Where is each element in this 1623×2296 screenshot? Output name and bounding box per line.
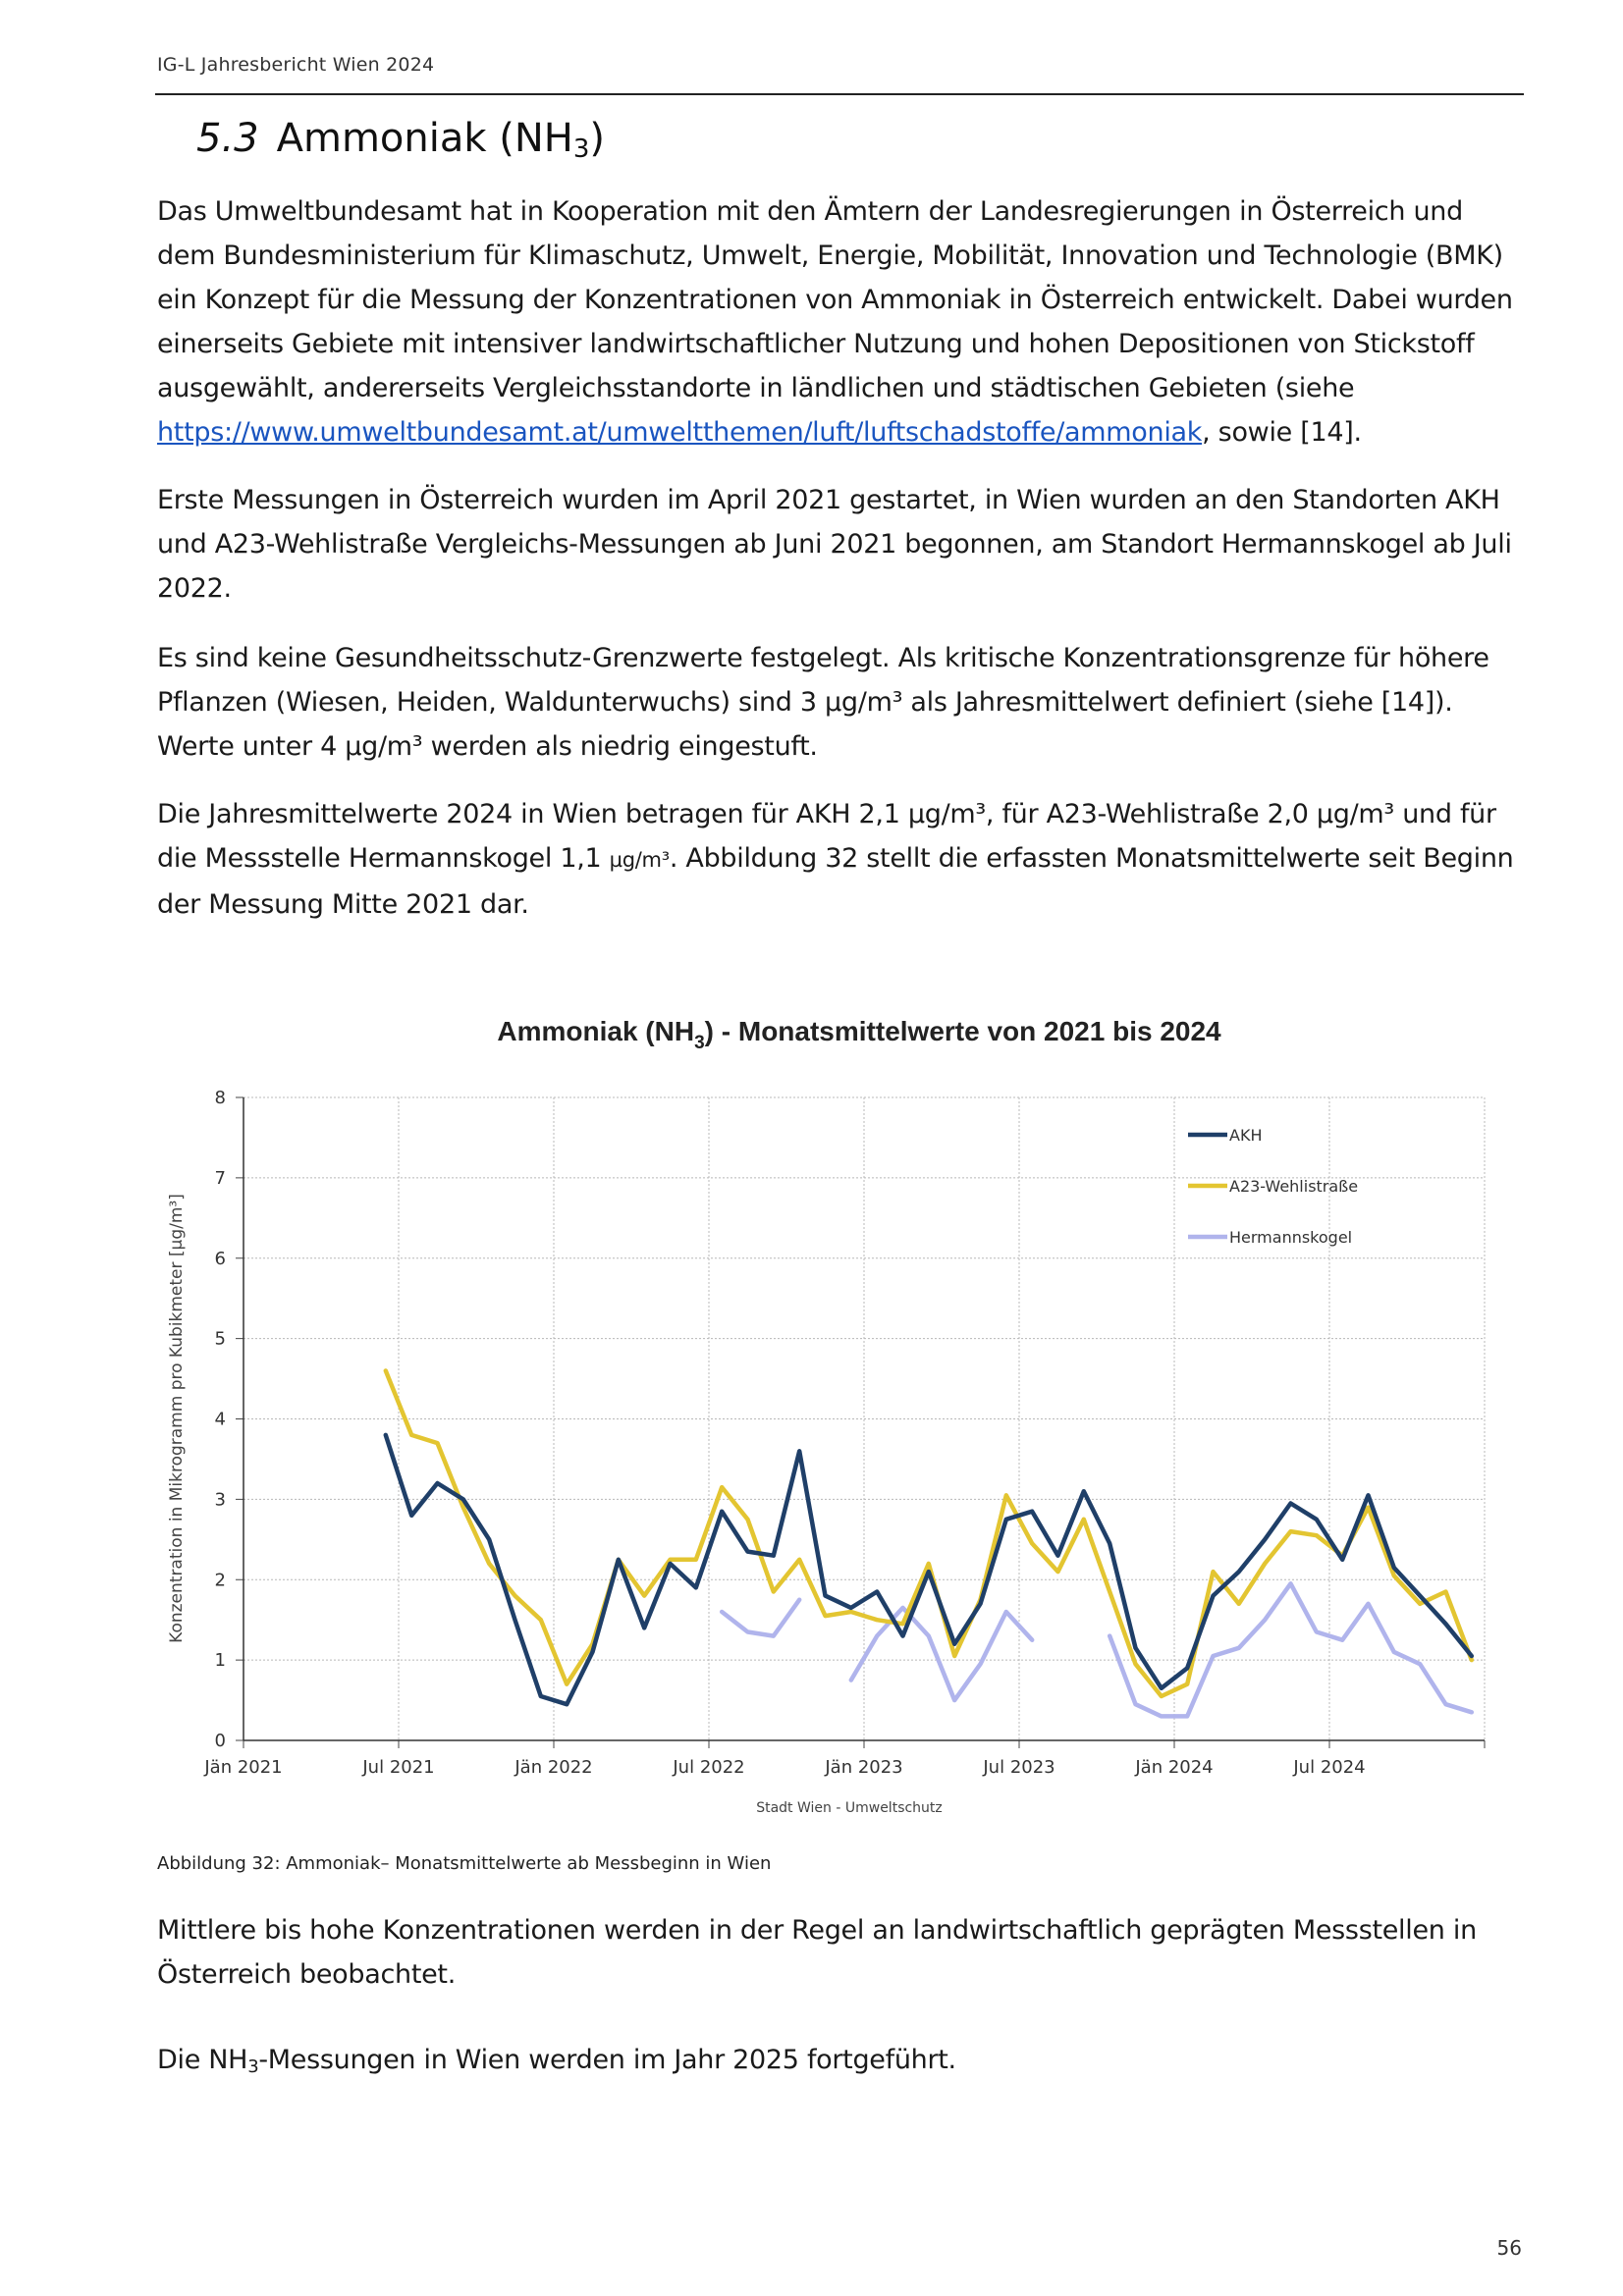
section-title xyxy=(196,116,605,164)
annual-means-text: Die Jahresmittelwerte 2024 in Wien betragen für AKH 2,1 µg/m³, für A23-Wehlistraße 2,0 µg/m³ und für die Messstelle Hermannskogel 1,1 xyxy=(157,799,1496,874)
chart-legend xyxy=(1188,1126,1358,1247)
y-tick-label: 7 xyxy=(214,1167,226,1189)
series-line-a23-wehlistra-e xyxy=(386,1370,1472,1696)
header-divider xyxy=(155,93,1524,95)
paragraph-continuation xyxy=(157,2038,1527,2089)
paragraph-intro-end: , sowie [14]. xyxy=(1202,417,1362,448)
x-tick-label: Jän 2023 xyxy=(825,1757,903,1778)
continuation-start: Die NH xyxy=(157,2045,248,2075)
series-line-akh xyxy=(386,1435,1472,1704)
x-tick-label: Jul 2022 xyxy=(673,1757,745,1778)
running-header: IG-L Jahresbericht Wien 2024 xyxy=(157,54,435,76)
y-tick-label: 3 xyxy=(214,1489,226,1511)
y-tick-label: 4 xyxy=(214,1409,226,1430)
x-tick-label: Jul 2023 xyxy=(983,1757,1055,1778)
chart-title-subscript: 3 xyxy=(694,1033,705,1053)
y-tick-label: 8 xyxy=(214,1088,226,1108)
continuation-end: -Messungen in Wien werden im Jahr 2025 fortgeführt. xyxy=(258,2045,956,2075)
x-tick-label: Jän 2022 xyxy=(514,1757,593,1778)
x-tick-label: Jän 2024 xyxy=(1135,1757,1214,1778)
y-tick-label: 6 xyxy=(214,1248,226,1269)
ammonia-chart xyxy=(157,991,1532,1826)
section-number: 5.3 xyxy=(196,116,259,161)
paragraph-concentrations: Mittlere bis hohe Konzentrationen werden in der Regel an landwirtschaftlich geprägten Messstellen in Österreich beobachtet. xyxy=(157,1915,1477,1990)
series-line-hermannskogel xyxy=(722,1600,799,1636)
x-tick-label: Jul 2024 xyxy=(1293,1757,1366,1778)
section-title-text: Ammoniak (NH xyxy=(276,116,573,161)
annual-means-end: . Abbildung 32 stellt die erfassten Monatsmittelwerte seit Beginn der Messung Mitte 2021 dar. xyxy=(157,843,1514,920)
paragraph-measurements-start: Erste Messungen in Österreich wurden im April 2021 gestartet, in Wien wurden an den Standorten AKH und A23-Wehlistraße Vergleichs-Messungen ab Juni 2021 begonnen, am Standort Hermannskogel ab Juli 2022. xyxy=(157,485,1512,604)
figure-caption: Abbildung 32: Ammoniak– Monatsmittelwerte ab Messbeginn in Wien xyxy=(157,1853,772,1874)
chart-series xyxy=(386,1370,1472,1716)
paragraph-intro-text: Das Umweltbundesamt hat in Kooperation mit den Ämtern der Landesregierungen in Österreich und dem Bundesministerium für Klimaschutz, Umwelt, Energie, Mobilität, Innovation und Technologie (BMK) ein Konzept für die Messung der Konzentrationen von Ammoniak in Österreich entwickelt. Dabei wurden einerseits Gebiete mit intensiver landwirtschaftlicher Nutzung und hohen Depositionen von Stickstoff ausgewählt, andererseits Vergleichsstandorte in ländlichen und städtischen Gebieten (siehe xyxy=(157,196,1513,403)
chart-ylabel: Konzentration in Mikrogramm pro Kubikmeter [µg/m³] xyxy=(167,1194,187,1643)
chart-source-label: Stadt Wien - Umweltschutz xyxy=(756,1800,943,1816)
paragraph-intro xyxy=(157,189,1527,454)
y-tick-label: 1 xyxy=(214,1650,226,1672)
x-tick-label: Jän 2021 xyxy=(204,1757,283,1778)
continuation-subscript: 3 xyxy=(247,2056,259,2077)
chart-svg xyxy=(157,991,1532,1826)
y-tick-label: 5 xyxy=(214,1328,226,1350)
umweltbundesamt-link[interactable]: https://www.umweltbundesamt.at/umweltthemen/luft/luftschadstoffe/ammoniak xyxy=(157,417,1203,448)
chart-title-main: Ammoniak (NH xyxy=(497,1016,695,1046)
chart-title xyxy=(497,1016,1221,1053)
paragraph-critical-levels: Es sind keine Gesundheitsschutz-Grenzwerte festgelegt. Als kritische Konzentrationsgrenze für höhere Pflanzen (Wiesen, Heiden, Waldunterwuchs) sind 3 µg/m³ als Jahresmittelwert definiert (siehe [14]). Werte unter 4 µg/m³ werden als niedrig eingestuft. xyxy=(157,643,1489,762)
legend-label-hermannskogel: Hermannskogel xyxy=(1229,1228,1353,1247)
annual-means-unit: µg/m³ xyxy=(609,848,670,872)
y-tick-label: 2 xyxy=(214,1570,226,1591)
y-tick-label: 0 xyxy=(214,1731,226,1751)
section-title-subscript: 3 xyxy=(572,134,590,164)
chart-title-end: ) - Monatsmittelwerte von 2021 bis 2024 xyxy=(704,1016,1221,1046)
legend-label-a23-wehlistra-e: A23-Wehlistraße xyxy=(1229,1177,1359,1196)
x-tick-label: Jul 2021 xyxy=(362,1757,435,1778)
paragraph-annual-means xyxy=(157,792,1527,927)
page-number: 56 xyxy=(1496,2236,1522,2260)
legend-label-akh: AKH xyxy=(1229,1126,1263,1145)
section-title-end: ) xyxy=(589,116,606,161)
